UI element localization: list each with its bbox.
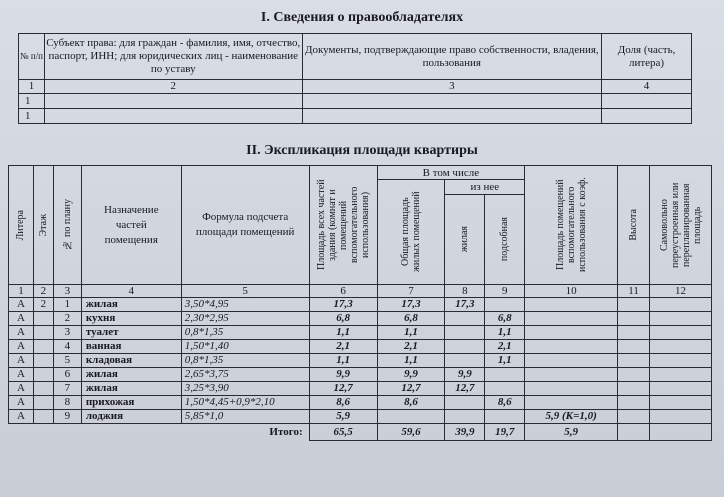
row-purpose: жилая xyxy=(81,382,181,396)
owners-col-no: № п/п xyxy=(19,34,45,80)
row-floor xyxy=(33,396,53,410)
row-floor xyxy=(33,326,53,340)
row-self-remodeled xyxy=(650,298,712,312)
row-floor xyxy=(33,368,53,382)
colnum: 11 xyxy=(618,285,650,298)
owners-col-share: Доля (часть, литера) xyxy=(602,34,692,80)
row-living-total: 1,1 xyxy=(377,326,445,340)
row-total-area: 8,6 xyxy=(309,396,377,410)
colnum: 6 xyxy=(309,285,377,298)
row-height xyxy=(618,354,650,368)
col-auxiliary: подсобная xyxy=(499,217,511,262)
row-self-remodeled xyxy=(650,410,712,424)
totals-label: Итого: xyxy=(269,426,303,439)
row-aux-coef xyxy=(525,340,618,354)
row-living xyxy=(445,354,485,368)
row-living: 12,7 xyxy=(445,382,485,396)
row-plan-no: 1 xyxy=(53,298,81,312)
owners-row xyxy=(19,94,692,109)
row-self-remodeled xyxy=(650,382,712,396)
row-formula: 1,50*4,45+0,9*2,10 xyxy=(181,396,309,410)
owners-row-share xyxy=(602,94,692,109)
row-total-area: 5,9 xyxy=(309,410,377,424)
row-self-remodeled xyxy=(650,368,712,382)
owners-row-documents xyxy=(302,109,602,124)
row-formula: 1,50*1,40 xyxy=(181,340,309,354)
col-living: жилая xyxy=(459,226,471,253)
row-litera: А xyxy=(9,354,34,368)
row-living-total: 2,1 xyxy=(377,340,445,354)
row-living-total xyxy=(377,410,445,424)
row-total-area: 1,1 xyxy=(309,354,377,368)
owners-row-documents xyxy=(302,94,602,109)
row-formula: 0,8*1,35 xyxy=(181,326,309,340)
totals-living-total: 59,6 xyxy=(377,424,445,441)
row-self-remodeled xyxy=(650,340,712,354)
row-auxiliary xyxy=(485,298,525,312)
col-floor: Этаж xyxy=(37,213,49,237)
row-auxiliary xyxy=(485,368,525,382)
owners-row-subject xyxy=(44,109,302,124)
explication-row xyxy=(9,410,712,424)
owners-colnum: 3 xyxy=(302,80,602,94)
row-height xyxy=(618,396,650,410)
row-purpose: лоджия xyxy=(81,410,181,424)
totals-coef: 5,9 xyxy=(525,424,618,441)
owners-colnum: 4 xyxy=(602,80,692,94)
row-plan-no: 2 xyxy=(53,312,81,326)
row-floor: 2 xyxy=(33,298,53,312)
row-aux-coef xyxy=(525,312,618,326)
row-living xyxy=(445,396,485,410)
row-height xyxy=(618,298,650,312)
col-height: Высота xyxy=(628,209,640,241)
owners-colnum: 2 xyxy=(44,80,302,94)
owners-table xyxy=(18,33,692,124)
row-purpose: жилая xyxy=(81,368,181,382)
row-living xyxy=(445,340,485,354)
explication-row xyxy=(9,340,712,354)
explication-row xyxy=(9,368,712,382)
totals-row xyxy=(9,424,712,441)
row-total-area: 6,8 xyxy=(309,312,377,326)
row-purpose: кладовая xyxy=(81,354,181,368)
group-in-total: В том числе xyxy=(377,166,525,180)
row-auxiliary: 6,8 xyxy=(485,312,525,326)
owners-col-documents: Документы, подтверждающие право собственности, владения, пользования xyxy=(302,34,602,80)
owners-row-share xyxy=(602,109,692,124)
colnum: 8 xyxy=(445,285,485,298)
row-total-area: 12,7 xyxy=(309,382,377,396)
row-total-area: 17,3 xyxy=(309,298,377,312)
row-auxiliary: 1,1 xyxy=(485,326,525,340)
row-auxiliary: 8,6 xyxy=(485,396,525,410)
col-total-area: Площадь всех частей здания (комнат и помещений вспомогательного использования) xyxy=(315,179,371,271)
row-formula: 2,30*2,95 xyxy=(181,312,309,326)
row-litera: А xyxy=(9,410,34,424)
row-litera: А xyxy=(9,298,34,312)
row-living: 9,9 xyxy=(445,368,485,382)
row-total-area: 9,9 xyxy=(309,368,377,382)
owners-row-subject xyxy=(44,94,302,109)
row-plan-no: 9 xyxy=(53,410,81,424)
colnum: 10 xyxy=(525,285,618,298)
row-living-total: 8,6 xyxy=(377,396,445,410)
row-purpose: прихожая xyxy=(81,396,181,410)
owners-col-subject: Субъект права: для граждан - фамилия, имя, отчество, паспорт, ИНН; для юридических лиц - наименование по уставу xyxy=(44,34,302,80)
row-floor xyxy=(33,354,53,368)
row-floor xyxy=(33,312,53,326)
colnum: 7 xyxy=(377,285,445,298)
row-height xyxy=(618,326,650,340)
row-living: 17,3 xyxy=(445,298,485,312)
totals-living: 39,9 xyxy=(445,424,485,441)
row-litera: А xyxy=(9,382,34,396)
explication-table xyxy=(8,165,712,441)
col-aux-coef: Площадь помещений вспомогательного использования с коэф. xyxy=(554,177,588,273)
row-total-area: 1,1 xyxy=(309,326,377,340)
col-litera: Литера xyxy=(15,209,27,241)
col-formula: Формула подсчета площади помещений xyxy=(181,166,309,285)
row-living xyxy=(445,326,485,340)
section1-title: I. Сведения о правообладателях xyxy=(260,10,464,25)
row-litera: А xyxy=(9,396,34,410)
col-plan-no: № по плану xyxy=(61,199,73,251)
row-self-remodeled xyxy=(650,354,712,368)
row-living-total: 9,9 xyxy=(377,368,445,382)
row-height xyxy=(618,340,650,354)
row-formula: 5,85*1,0 xyxy=(181,410,309,424)
colnum: 4 xyxy=(81,285,181,298)
row-litera: А xyxy=(9,368,34,382)
explication-row xyxy=(9,396,712,410)
row-living xyxy=(445,312,485,326)
row-plan-no: 8 xyxy=(53,396,81,410)
row-aux-coef xyxy=(525,326,618,340)
row-formula: 3,50*4,95 xyxy=(181,298,309,312)
colnum: 12 xyxy=(650,285,712,298)
colnum: 9 xyxy=(485,285,525,298)
row-formula: 3,25*3,90 xyxy=(181,382,309,396)
row-aux-coef xyxy=(525,368,618,382)
row-height xyxy=(618,382,650,396)
row-living-total: 12,7 xyxy=(377,382,445,396)
row-living-total: 17,3 xyxy=(377,298,445,312)
row-purpose: туалет xyxy=(81,326,181,340)
row-self-remodeled xyxy=(650,312,712,326)
row-aux-coef xyxy=(525,396,618,410)
explication-row xyxy=(9,326,712,340)
row-floor xyxy=(33,410,53,424)
col-living-total: Общая площадь жилых помещений xyxy=(399,191,422,273)
row-height xyxy=(618,312,650,326)
row-plan-no: 5 xyxy=(53,354,81,368)
row-height xyxy=(618,368,650,382)
totals-aux: 19,7 xyxy=(485,424,525,441)
colnum: 3 xyxy=(53,285,81,298)
row-total-area: 2,1 xyxy=(309,340,377,354)
row-purpose: жилая xyxy=(81,298,181,312)
row-plan-no: 3 xyxy=(53,326,81,340)
owners-row xyxy=(19,109,692,124)
explication-row xyxy=(9,298,712,312)
row-formula: 0,8*1,35 xyxy=(181,354,309,368)
colnum: 5 xyxy=(181,285,309,298)
owners-colnum: 1 xyxy=(19,80,45,94)
row-self-remodeled xyxy=(650,396,712,410)
row-aux-coef xyxy=(525,298,618,312)
row-plan-no: 6 xyxy=(53,368,81,382)
row-auxiliary xyxy=(485,382,525,396)
row-floor xyxy=(33,340,53,354)
row-self-remodeled xyxy=(650,326,712,340)
col-self-remodeled: Самовольно переустроенная или перепланированная площадь xyxy=(658,182,703,268)
row-plan-no: 4 xyxy=(53,340,81,354)
row-formula: 2,65*3,75 xyxy=(181,368,309,382)
row-litera: А xyxy=(9,340,34,354)
row-height xyxy=(618,410,650,424)
row-living-total: 1,1 xyxy=(377,354,445,368)
explication-row xyxy=(9,354,712,368)
row-purpose: ванная xyxy=(81,340,181,354)
row-floor xyxy=(33,382,53,396)
colnum: 2 xyxy=(33,285,53,298)
row-litera: А xyxy=(9,312,34,326)
colnum: 1 xyxy=(9,285,34,298)
explication-row xyxy=(9,312,712,326)
row-auxiliary xyxy=(485,410,525,424)
row-aux-coef: 5,9 (К=1,0) xyxy=(525,410,618,424)
owners-row-no: 1 xyxy=(19,109,45,124)
row-aux-coef xyxy=(525,354,618,368)
subgroup-of-which: из нее xyxy=(445,180,525,195)
row-plan-no: 7 xyxy=(53,382,81,396)
row-litera: А xyxy=(9,326,34,340)
section2-title: II. Экспликация площади квартиры xyxy=(246,143,478,158)
owners-row-no: 1 xyxy=(19,94,45,109)
row-living xyxy=(445,410,485,424)
explication-row xyxy=(9,382,712,396)
col-purpose: Назначение частей помещения xyxy=(81,166,181,285)
row-auxiliary: 2,1 xyxy=(485,340,525,354)
row-auxiliary: 1,1 xyxy=(485,354,525,368)
row-living-total: 6,8 xyxy=(377,312,445,326)
row-purpose: кухня xyxy=(81,312,181,326)
row-aux-coef xyxy=(525,382,618,396)
totals-total: 65,5 xyxy=(309,424,377,441)
